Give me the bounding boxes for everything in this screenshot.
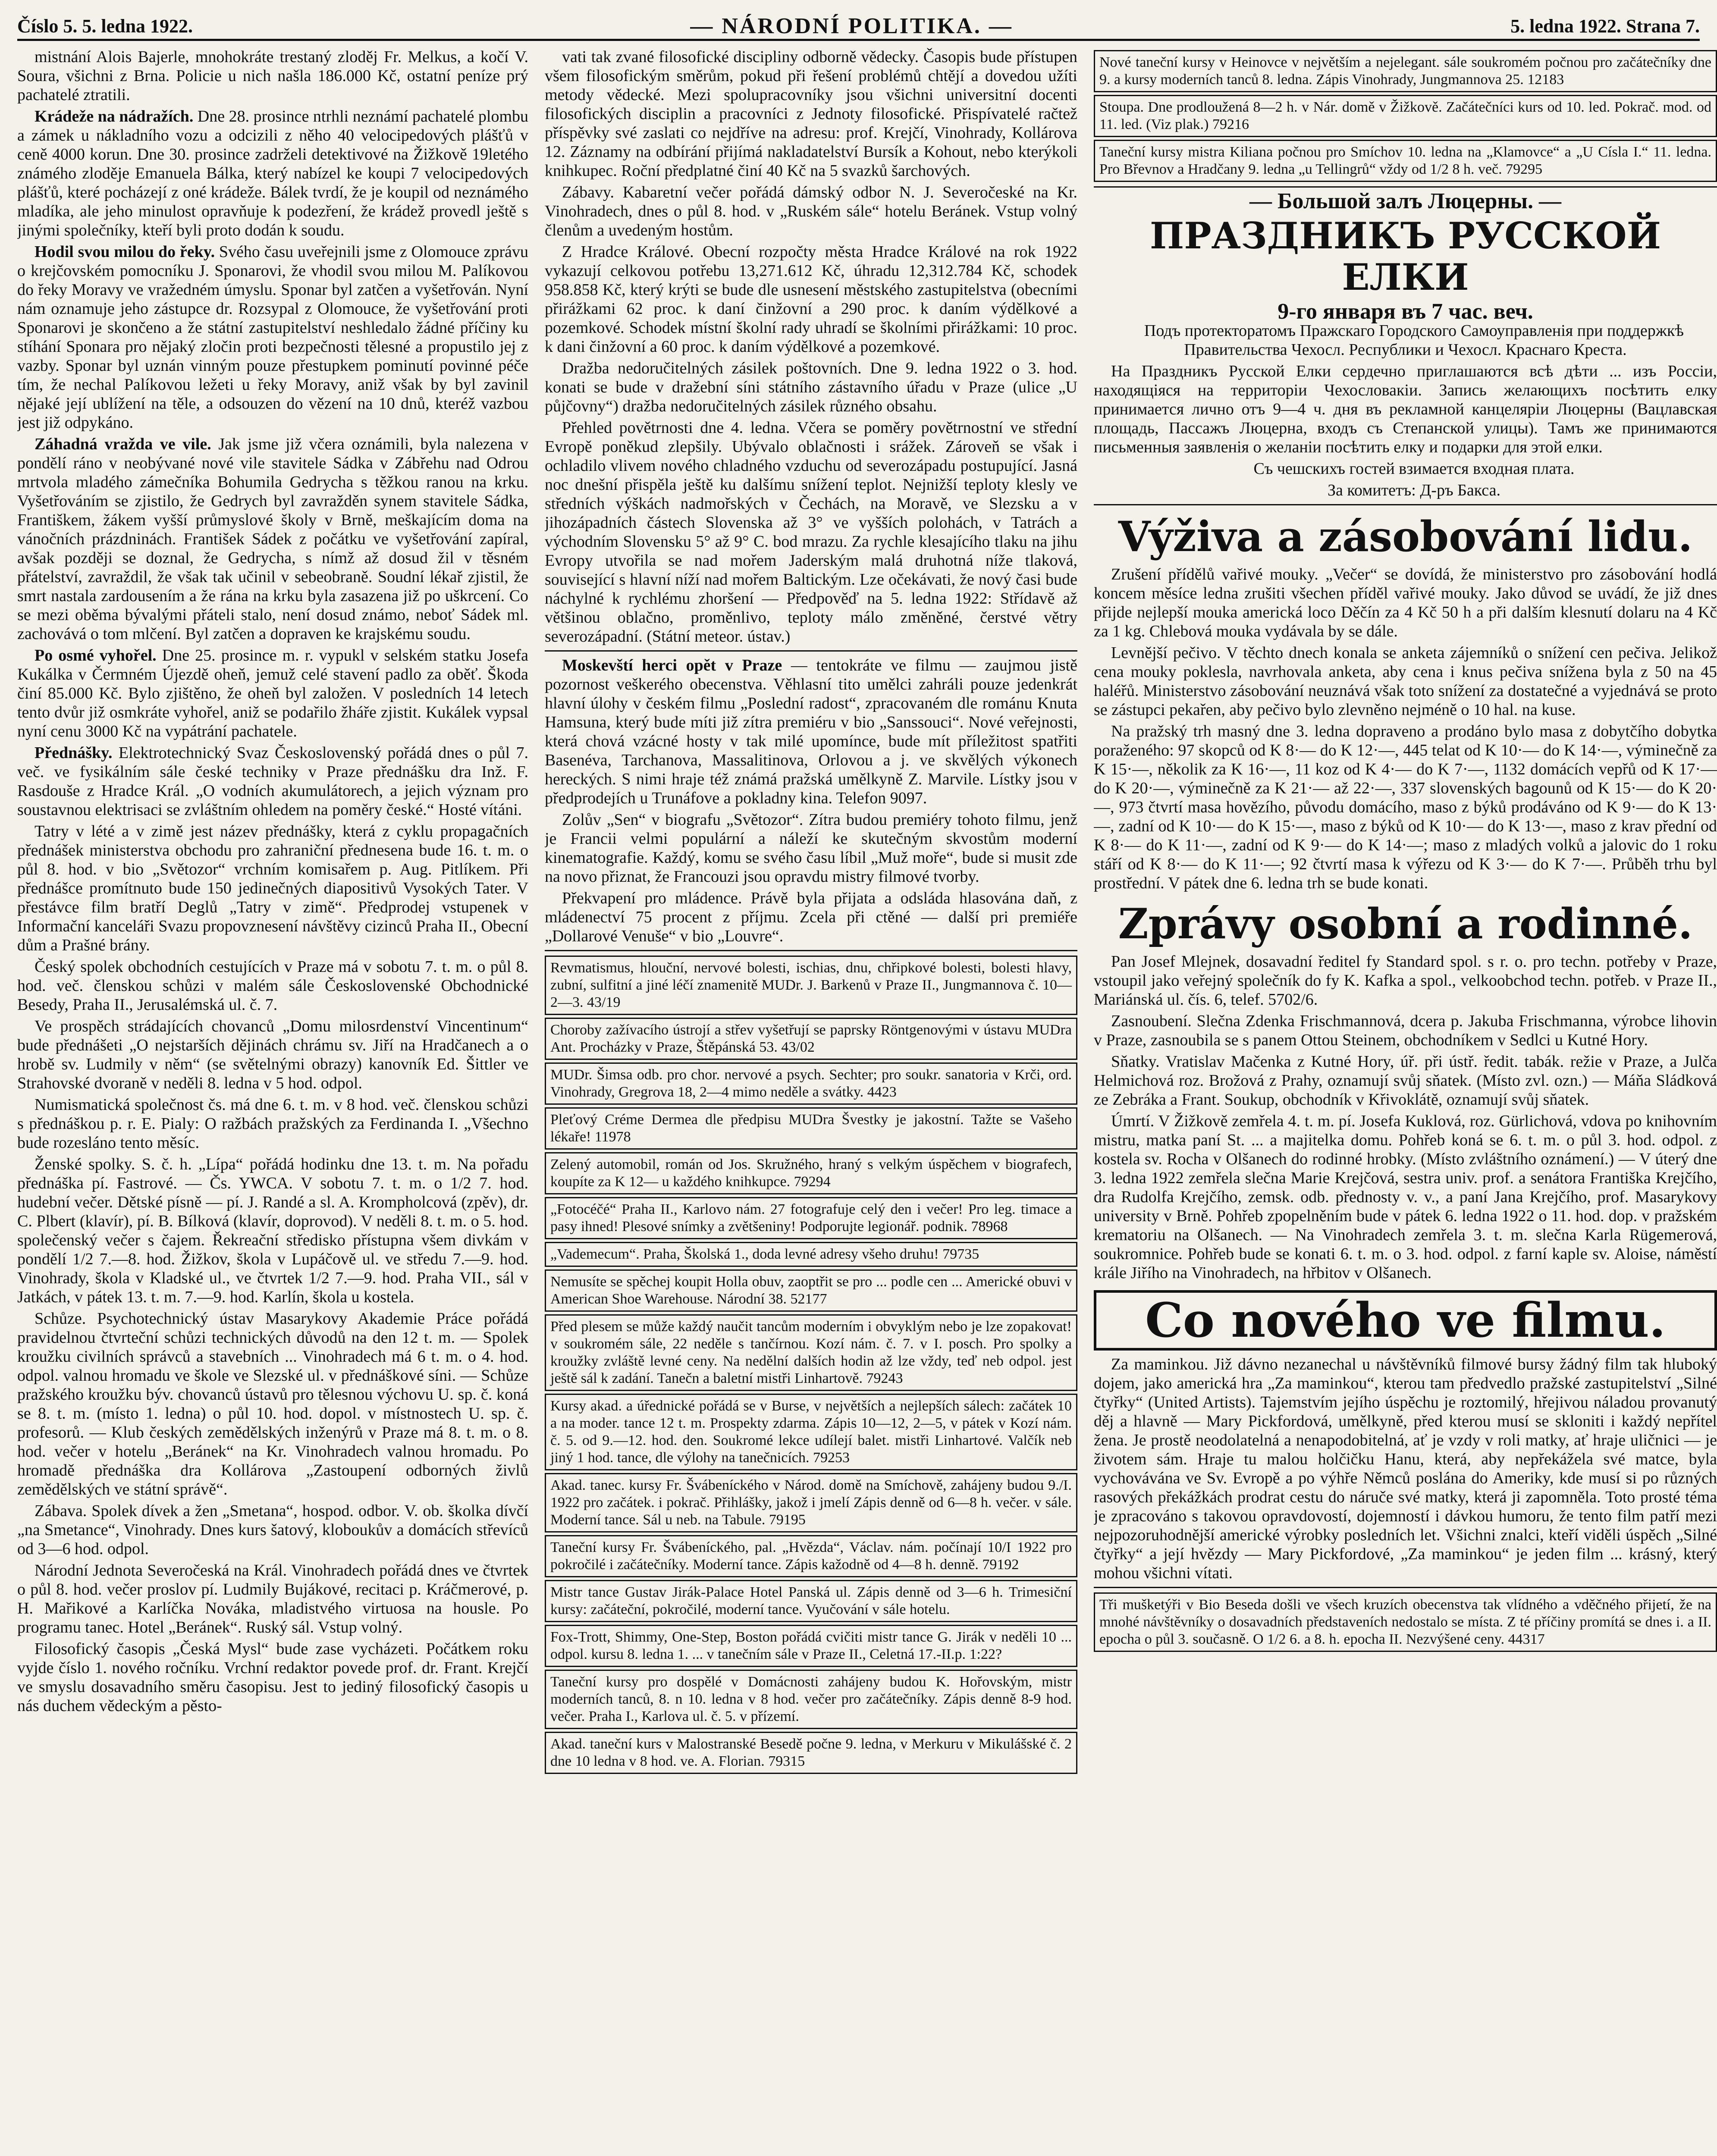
advertisement: Pleťový Créme Dermea dle předpisu MUDra Švestky je jakostní. Tažte se Vašeho lékaře! 11978: [545, 1107, 1077, 1150]
article-text: Přehled povětrnosti dne 4. ledna. Včera se poměry povětrnostní ve střední Evropě poněkud zlepšily. Ubývalo oblačnosti i srážek. Zároveň se však i ochladilo vlivem nového chladného vzduchu od severozápadu postupující. Jasná noc dnešní přispěla ještě ku dalšímu snížení teplot. Nejnižší teploty klesly ve středních výškách nadmořských v Čechách, na Moravě, ve Slezsku a v jihozápadních částech Slovenska až 3° ve vyšších polohách, v Tatrách a východním Slovensku 5° až 9° C. bod mrazu. Za rychle klesajícího tlaku na jihu Evropy utvořila se nad mořem Jaderským malá druhotná níže tlaková, související s hlavní níží nad mořem Baltickým. Lze očekávati, že nový časi bude náchylné k rychlému zhoršení — Předpověď na 5. ledna 1922: Střídavě až většinou oblačno, proměnlivo, teploty málo změněné, čerstvé větry severozápadní. (Státní meteor. ústav.): [545, 419, 1077, 646]
column-3: [1094, 47, 1717, 2156]
article: [17, 242, 528, 432]
article-text: Z Hradce Králové. Obecní rozpočty města Hradce Králové na rok 1922 vykazují celkovou potřebu 13,271.612 Kč, úhradu 12,312.784 Kč, schodek 958.858 Kč, který krýti se bude dle usnesení městského zastupitelstva (obecními přirážkami 62 proc. k daní činžovní a 290 proc. k daním výdělkové a pozemkové. Schodek místní školní rady uhradí se školními přirážkami: 10 proc. k dani činžovní a 60 proc. k daním výdělkové a pozemkové.: [545, 243, 1077, 356]
article-heading: Přednášky.: [35, 744, 113, 762]
article: [17, 743, 528, 819]
article: [545, 656, 1077, 808]
russian-ad-note: На Праздникъ Русской Елки сердечно приглашаются всѣ дѣти ... изъ Россіи, находящіяся на территоріи Чехословакіи. Запись желающихъ посѣтить елку принимается лично отъ 9—4 ч. дня въ рекламной канцеляріи Люцерны (Вацлавская площадь, Пассажъ Люцерна, входъ съ Степанской улицы). Тамъ же принимаются письменныя заявленія о желаніи посѣтить елку и подарки для этой елки.: [1094, 362, 1717, 456]
divider: [1094, 504, 1717, 505]
divider: [1094, 186, 1717, 188]
column-2: [545, 47, 1077, 2156]
article-text: vati tak zvané filosofické discipliny odborně vědecky. Časopis bude přístupen všem filosofickým směrům, pokud při řešení problémů chtějí a dovedou užíti metody vědecké. Mezi spolupracovníky jsou všichni universitní docenti filosofických disciplin a pracovníci z Jednoty filosofické. Přispívatelé račtež příspěvky své zaslati co nejdříve na adresu: prof. Krejčí, Vinohrady, Kollárova 12. Záznamy na odbírání přijímá nakladatelství Bursík a Kohout, nebo kterýkoli knihkupec. Roční předplatné činí 40 Kč na 5 svazků šarchových.: [545, 48, 1077, 180]
article: [17, 646, 528, 741]
article-text: mistnání Alois Bajerle, mnohokráte trestaný zloděj Fr. Melkus, a kočí V. Soura, všichni z Brna. Policie u nich našla 186.000 Kč, ostatní peníze prý pachatelé ztratili.: [17, 48, 528, 104]
article-text: Ženské spolky. S. č. h. „Lípa“ pořádá hodinku dne 13. t. m. Na pořadu přednáška pí. Fastrové. — Čs. YWCA. V sobotu 7. t. m. o 1/2 7. hod. hudební večer. Dětské písně — pí. J. Randé a sl. A. Krompholcová (zpěv), dr. C. Plbert (klavír), pí. B. Bílková (klavír, doprovod). V neděli 8. t. m. o 5. hod. společenský večer s čajem. Řekreační středisko přístupna všem divkám v pondělí 1/2 7.—8. hod. Žižkov, škola v Lupáčově ul. ve středu 7.—9. hod. Vinohrady, škola v Kladské ul., ve čtvrtek 1/2 7.—9. hod. Praha VII., sál v Jatkách, v pátek 13. t. m. 7.—9. hod. Karlín, škola u kostela.: [17, 1155, 528, 1306]
article-text: Dne 28. prosince ntrhli neznámí pachatelé plombu a zámek u nákladního vozu a odcizili z něho 40 velocipedových plášťů v ceně 4000 korun. Dne 30. prosince zadrželi detektivové na Žižkově 19letého známého zloděje Emanuela Bálka, který nabízel ke koupi 7 velocipedových plášťů, které pocházejí z oné krádeže. Bálek tvrdí, že je koupil od neznámého mladíka, ale jeho minulost opravňuje k podezření, že krádež provedl ještě s jinými společníky, kteří byli proto dodán k soudu.: [17, 107, 528, 239]
advertisement: „Fotocéčé“ Praha II., Karlovo nám. 27 fotografuje celý den i večer! Pro leg. timace a pasy ihned! Plesové snímky a zvětšeniny! Podporujte legionář. podnik. 78968: [545, 1197, 1077, 1239]
article-text: Ve prospěch strádajících chovanců „Domu milosrdenství Vincentinum“ bude přednášeti „O nejstarších dějinách chrámu sv. Jiří na Hradčanech a o hrobě sv. Ludmily v něm“ (se světelnými obrazy) kanovník Ed. Šittler ve Strahovské dvoraně v neděli 8. ledna v 5 hod. odpol.: [17, 1017, 528, 1092]
page-number-date: 5. ledna 1922. Strana 7.: [1510, 15, 1700, 37]
article-heading: Hodil svou milou do řeky.: [35, 243, 215, 261]
russian-ad-time: 9-го января въ 7 час. веч.: [1278, 299, 1533, 324]
masthead: — NÁRODNÍ POLITIKA. —: [690, 13, 1013, 38]
page-header: [17, 13, 1700, 41]
advertisement: „Vademecum“. Praha, Školská 1., doda levné adresy všeho druhu! 79735: [545, 1242, 1077, 1267]
article-text: Dražba nedoručitelných zásilek poštovních. Dne 9. ledna 1922 o 3. hod. konati se bude v dražební síni státního zástavního úřadu v Praze (ulice „U půjčovny“) dražba nedoručitelných zásilek různého obsahu.: [545, 359, 1077, 415]
article-text: Tatry v lété a v zimě jest název přednášky, která z cyklu propagačních přednášek ministerstva obchodu pro zahraniční přednesena bude 16. t. m. o půl 8. hod. v bio „Světozor“ vrchním komisařem p. Aug. Pitlíkem. Při přednášce promítnuto bude 150 jedinečných diapositivů Vysokých Tater. V přestávce film bratří Deglů „Tatry v zimě“. Předprodej vstupenek v Informační kanceláři Svazu propovznesení návštěvy cizinců Praha II., Obecní dům a Prašné brány.: [17, 822, 528, 954]
divider: [1094, 1587, 1717, 1588]
article-text: Zasnoubení. Slečna Zdenka Frischmannová, dcera p. Jakuba Frischmanna, výrobce lihovin v Praze, zasnoubila se s panem Ottou Steinem, obchodníkem v Sedlci u Kutné Hory.: [1094, 1012, 1717, 1049]
russian-ad-hall: — Большой залъ Люцерны. —: [1249, 189, 1562, 213]
advertisement: Akad. taneční kurs v Malostranské Besedě počne 9. ledna, v Merkuru v Mikulášské č. 2 dne 10 ledna v 8 hod. ve. A. Florian. 79315: [545, 1732, 1077, 1774]
article-text: Zrušení přídělů vařivé mouky. „Večer“ se dovídá, že ministerstvo pro zásobování hodlá koncem měsíce ledna zrušiti všechen příděl vařivé mouky. Jako důvod se uvádí, že již dnes přijde nejlepší mouka americká loco Děčín za 4 Kč 50 h a při dalším klesnutí dolaru na 4 Kč za 1 kg. Chlebová mouka vydávala by se dále.: [1094, 565, 1717, 640]
article-text: Numismatická společnost čs. má dne 6. t. m. v 8 hod. več. členskou schůzi s přednáškou p. r. E. Pialy: O ražbách pražských za Ferdinanda I. „Všechno bude rozesláno tento měsíc.: [17, 1096, 528, 1152]
advertisement: Revmatismus, hlouční, nervové bolesti, ischias, dnu, chřipkové bolesti, bolesti hlavy, zubní, sulfitní a jiné léčí znamenitě MUDr. J. Barkenů v Praze II., Jungmannova č. 10—2—3. 43/19: [545, 956, 1077, 1015]
article-text: Zábavy. Kabaretní večer pořádá dámský odbor N. J. Severočeské na Kr. Vinohradech, dnes o půl 8. hod. v „Ruském sále“ hotelu Beránek. Vstup volný členům a uvedeným hostům.: [545, 183, 1077, 239]
column-1: [17, 47, 528, 2156]
russian-ad-title: ПРАЗДНИКЪ РУССКОЙ ЕЛКИ: [1150, 214, 1661, 298]
article-heading: Záhadná vražda ve vile.: [35, 435, 211, 453]
advertisement: Taneční kursy pro dospělé v Domácnosti zahájeny budou K. Hořovským, mistr moderních tanců, 8. n 10. ledna v 8 hod. večer pro začátečníky. Zápis denně 8-9 hod. večer. Praha I., Karlova ul. č. 5. v přízemí.: [545, 1670, 1077, 1729]
article-text: Dne 25. prosince m. r. vypukl v selském statku Josefa Kukálka v Čermném Újezdě oheň, jemuž celé stavení padlo za oběť. Škoda činí 85.000 Kč. Bylo zjištěno, že oheň byl založen. V posledních 14 letech tento dvůr již osmkráte vyhořel, aniž se podařilo žháře zjistit. Kukálek vypsal nyní cenu 3000 Kč na vypátrání pachatele.: [17, 646, 528, 740]
advertisement: Fox-Trott, Shimmy, One-Step, Boston pořádá cvičiti mistr tance G. Jirák v neděli 10 ... odpol. kursu 8. ledna 1. ... v tanečním sále v Praze II., Celetná 17.-II.p. 1:22?: [545, 1625, 1077, 1667]
advertisement: Zelený automobil, román od Jos. Skružného, hraný s velkým úspěchem v biografech, koupíte za K 12— u každého knihkupce. 79294: [545, 1152, 1077, 1194]
article-text: Na pražský trh masný dne 3. ledna dopraveno a prodáno bylo masa z dobytčího dobytka poraženého: 97 skopců od K 8·— do K 12·—, 445 telat od K 10·— do K 14·—, výminečně za K 15·—, několik za K 16·—, 11 koz od K 4·— do K 7·—, 1132 domácích vepřů od K 17·— do K 20·—, výminečně za K 21·— až 22·—, 337 slovenských bagounů od K 15·— do K 20·—, 973 čtvrtí masa hovězího, původu domácího, maso z býků prodáváno od K 9·— do K 13·—, zadní od K 10·— do K 15·—, maso z býků od K 10·— do K 13·—, maso z krav přední od K 8·— do K 11·—, zadní od K 9·— do K 14·—; maso z mladých volků a jalovic do 1 roku stáří od K 8·— do K 11·—; 92 čtvrtí masa k výřezu od K 3·— do K 7·—. Průběh trhu byl prostřední. V pátek dne 6. ledna trh se bude konati.: [1094, 722, 1717, 892]
article-text: Schůze. Psychotechnický ústav Masarykovy Akademie Práce pořádá pravidelnou čtvrteční schůzi technických důvodů na den 12 t. m. — Spolek kroužku civilních správců a stavebních ... Vinohradech má 6 t. m. o 4. hod. odpol. valnou hromadu ve škole ve Slezské ul. v přednáškové síni. — Schůze pražského kroužku býv. chovanců ústavů pro tělesnou výchovu U. sp. č. koná se 8. t. m. (místo 1. ledna) o půl 10. hod. dopol. v místnostech U. sp. č. profesorů. — Klub českých zemědělských inženýrů v Praze má 8. t. m. o 8. hod. večer v hotelu „Beránek“ na Kr. Vinohradech valnou hromadu. Po hromadě přednáška dra Kollárova „Zastoupení odborných živlů zemědělských ve státní správě“.: [17, 1310, 528, 1498]
article-heading: Krádeže na nádražích.: [35, 107, 194, 125]
divider: [545, 650, 1077, 652]
article-text: Levnější pečivo. V těchto dnech konala se anketa zájemníků o snížení cen pečiva. Jelikož cena mouky poklesla, navrhovala anketa, aby cena i knus pečiva snížena byla z 50 na 45 haléřů. Ministerstvo zásobování neuznává však toto snížení za dostatečné a vyjednává se proto se zástupci pekařen, aby pečivo bylo zlevněno nejméně o 10 hal. na kuse.: [1094, 644, 1717, 719]
advertisement: Mistr tance Gustav Jirák-Palace Hotel Panská ul. Zápis denně od 3—6 h. Trimesiční kursy: začáteční, pokročilé, moderní tance. Vyučování v sále hotelu.: [545, 1580, 1077, 1622]
article-text: Úmrtí. V Žižkově zemřela 4. t. m. pí. Josefa Kuklová, roz. Gürlichová, vdova po knihovním mistru, matka paní St. ... a majitelka domu. Pohřeb koná se 6. t. m. o půl 3. hod. odpol. z kostela sv. Rocha v Olšanech do rodinné hrobky. (Místo zvláštního oznámení.) — V úterý dne 3. ledna 1922 zemřela slečna Marie Krejčová, sestra univ. prof. a senátora Františka Krejčího, dra Rudolfa Krejčího, zemsk. odb. přednosty v. v., a paní Jana Krejčího, prof. Masarykovy university v Brně. Pohřeb zpopelněním bude v pátek 6. ledna 1922 o 11. hod. dop. v pražském krematoriu na Olšanech. — Na Vinohradech zemřela 3. t. m. slečna Karla Rügemerová, soukromnice. Pohřeb bude se konati 6. t. m. o 3. hod. odpol. z farní kaple sv. Aloise, náměstí krále Jiřího na Vinohradech, na hřbitov v Olšanech.: [1094, 1112, 1717, 1282]
columns: [17, 47, 1717, 2156]
article-text: Pan Josef Mlejnek, dosavadní ředitel fy Standard spol. s r. o. pro techn. potřeby v Praze, vstoupil jako veřejný společník do fy K. Kafka a spol., velkoobchod techn. potřeb. v Praze II., Mariánská ul. čís. 6, telef. 5702/6.: [1094, 953, 1717, 1009]
article-text: Za maminkou. Již dávno nezanechal u návštěvníků filmové bursy žádný film tak hluboký dojem, jako americká hra „Za maminkou“, kterou tam předvedlo pražské zastupitelství „Silné čtyřky“ (United Artists). Tajemstvím jejího úspěchu je roztomilý, hřejivou náladou provanutý děj a hlavně — Mary Pickfordová, umělkyně, před kterou musí se skloniti i každý nepřítel žena. Je prostě neodolatelná a nenapodobitelná, ať je vzdy v roli matky, ať hraje uličnici — je životem sám. Hraje tu malou holčičku Hanu, která, aby nepřekážela své matce, byla vychovávána ve Sv. Evropě a po výhře Němců poslána do Ameriky, kde musí si po různých rasových překážkách prodrat cestu do náruče své matky, která ji zapomněla. Toto prosté téma je zpracováno s takovou opravdovostí, dojemností i dávkou humoru, že tento film patří mezi nejpozoruhodnější americké výrobky posledních let. Všichni znalci, kteří viděli úspěch „Silné čtyřky“ a její hvězdy — Mary Pickfordové, „Za maminkou“ je jeden film ... krásný, který mohou všichni vítati.: [1094, 1355, 1717, 1582]
russian-ad-committee: За комитетъ: Д-ръ Бакса.: [1327, 481, 1500, 499]
advertisement: Nemusíte se spěchej koupit Holla obuv, zaoptřit se pro ... podle cen ... Americké obuvi v American Shoe Warehouse. Národní 38. 52177: [545, 1269, 1077, 1312]
advertisement: Akad. tanec. kursy Fr. Švábeníckého v Národ. domě na Smíchově, zahájeny budou 9./I. 1922 pro začátek. i pokrač. Přihlášky, jakož i jmelí Zápis denně od 6—8 h. večer. v sále. Moderní tance. Sál u neb. na Tabule. 79195: [545, 1473, 1077, 1532]
russian-ad-guests: Съ чешскихъ гостей взимается входная плата.: [1253, 460, 1575, 478]
advertisement: Taneční kursy mistra Kiliana počnou pro Smíchov 10. ledna na „Klamovce“ a „U Císla I.“ 11. ledna. Pro Břevnov a Hradčany 9. ledna „u Tellingrů“ vždy od 1/2 8 h. več. 79295: [1094, 140, 1717, 182]
advertisement: Choroby zažívacího ústrojí a střev vyšetřují se paprsky Röntgenovými v ústavu MUDra Ant. Procházky v Praze, Štěpánská 53. 43/02: [545, 1018, 1077, 1060]
article-heading: Moskevští herci opět v Praze: [562, 656, 782, 674]
article-text: Sňatky. Vratislav Mačenka z Kutné Hory, úř. při ústř. ředit. tabák. režie v Praze, a Julča Helmichová roz. Brožová z Prahy, oznamují svůj sňatek. (Místo zvl. ozn.) — Máňa Sládková ze Zebráka a Frant. Soukup, obchodník v Křivoklátě, oznamují svůj sňatek.: [1094, 1053, 1717, 1109]
advertisement: Tři mušketýři v Bio Beseda došli ve všech kruzích obecenstva tak vlídného a vděčného přijetí, že na mnohé návštěvníky o dosavadních představeních nedostalo se místa. Z té příčiny promítá se dnes i. a II. epocha o půl 3. současně. O 1/2 6. a 8. h. epocha II. Nezvýšené ceny. 44317: [1094, 1592, 1717, 1652]
article-text: Český spolek obchodních cestujících v Praze má v sobotu 7. t. m. o půl 8. hod. več. členskou schůzi v malém sále Československé Obchodnické Besedy, Praha II., Jerusalémská ul. č. 7.: [17, 958, 528, 1014]
article-text: Jak jsme již včera oznámili, byla nalezena v pondělí ráno v neobývané nové vile stavitele Sádka v Zábřehu nad Odrou mrtvola mladého zámečníka Bohumila Gedrycha s těžkou ranou na krku. Vyšetřováním se zjistilo, že Gedrych byl zavražděn synem stavitele Sádka, Františkem, žákem vyšší průmyslové školy v Brně, meškajícím doma na vánočních prázdninách. František Sádek z počátku ve vyšetřování zapíral, avšak později se doznal, že Gedrycha, s nímž až dosud žil v těsném přátelství, zavraždil, že však tak učinil v sebeobraně. Soudní lékař zjistil, že smrt nastala zardousením a že rána na krku byla zasazena již po uškrcení. Co se mezi oběma bývalými přáteli stalo, není dosud známo, neboť Sádek ml. zachovává o tom mlčení. Byl zatčen a dopraven ke krajskému soudu.: [17, 435, 528, 643]
advertisement: Stoupa. Dne prodloužená 8—2 h. v Nár. domě v Žižkově. Začátečníci kurs od 10. led. Pokrač. mod. od 11. led. (Viz plak.) 79216: [1094, 95, 1717, 137]
article-text: Zábava. Spolek dívek a žen „Smetana“, hospod. odbor. V. ob. školka dívčí „na Smetance“, Vinohrady. Dnes kurs šatový, kloboukův a domácích střevíců od 3—6 hod. odpol.: [17, 1502, 528, 1558]
section-heading-film: Co nového ve filmu.: [1094, 1290, 1717, 1351]
article: [17, 107, 528, 240]
advertisement: Před plesem se může každý naučit tancům moderním i obvyklým nebo je lze zopakovat! v soukromém sále, 22 neděle s tančírnou. Kozí nám. č. 7. v I. posch. Pro spolky a kroužky zvláště levné ceny. Na nedělní dalších hodin až lze vždy, teď neb odpol. jest ještě sál k zadání. Tanečn a baletní mistři Linhartově. 79243: [545, 1314, 1077, 1391]
advertisement: Kursy akad. a úřednické pořádá se v Burse, v největších a nejlepších sálech: začátek 10 a na moder. tance 12 t. m. Prospekty zdarma. Zápis 10—12, 2—5, v pátek v Kozí nám. č. 5. od 9.—12. hod. den. Soukromé lekce udílejí balet. mistři Linhartové. Valčík neb jiný 1 hod. tance, dle výlohy na tanečnicích. 79253: [545, 1394, 1077, 1470]
advertisement: Taneční kursy Fr. Švábeníckého, pal. „Hvězda“, Václav. nám. počínají 10/I 1922 pro pokročilé i začátečníky. Moderní tance. Zápis kažodně od 4—8 h. denně. 79192: [545, 1535, 1077, 1577]
section-heading-food: Výživa a zásobování lidu.: [1118, 512, 1693, 561]
issue-number-date: Číslo 5. 5. ledna 1922.: [17, 15, 193, 37]
article: [17, 435, 528, 643]
advertisement: MUDr. Šimsa odb. pro chor. nervové a psych. Sechter; pro soukr. sanatoria v Krči, ord. Vinohrady, Gregrova 18, 2—4 mimo neděle a svátky. 4423: [545, 1062, 1077, 1105]
section-heading-personal: Zprávy osobní a rodinné.: [1118, 899, 1693, 948]
article-text: Svého času uveřejnili jsme z Olomouce zprávu o krejčovském pomocníku J. Sponarovi, že vhodil svou milou M. Palíkovou do řeky Moravy ve vražedném úmyslu. Sponar byl zatčen a vyšetřován. Nyní nám oznamuje jeho zástupce dr. Rozsypal z Olomouce, že vyšetřování proti Sponarovi je skončeno a že státní zastupitelství neshledalo žádné příčiny ku stíhání Sponara pro nějaký zločin proti bezpečnosti tělesné a propustilo jej z vazby. Sponar byl uznán vinným pouze přestupkem pominutí povinné péče tím, že nechal Palíkovou ležeti u řeky Moravy, aniž však by byl zavinil nějaké její ublížení na těle, a odsouzen do vězení na 10 dnů, kteréž vazbou jest již odpykáno.: [17, 243, 528, 432]
russian-ad-body: Подъ протекторатомъ Пражскаго Городского Самоуправленія при поддержкѣ Правительства Чехосл. Республики и Чехосл. Краснаго Креста.: [1144, 322, 1684, 359]
article-text: Překvapení pro mládence. Právě byla přijata a odsláda hlasována daň, z mládenectví 75 procent z příjmu. Zcela při ctěné — další pri premiéře „Dollarové Venuše“ v bio „Louvre“.: [545, 889, 1077, 945]
article-text: Filosofický časopis „Česká Mysl“ bude zase vycházeti. Počátkem roku vyjde číslo 1. nového ročníku. Vrchní redaktor povede prof. dr. Frant. Krejčí ve smyslu dosavadního směru časopisu. Jest to jediný filosofický časopis u nás duchem vědeckým a pěsto-: [17, 1640, 528, 1715]
article-text: Národní Jednota Severočeská na Král. Vinohradech pořádá dnes ve čtvrtek o půl 8. hod. večer proslov pí. Ludmily Bujákové, recitaci p. Kráčmerové, p. H. Mařikové a Karlíčka Nováka, mladistvého virtuosa na housle. Po programu tanec. Hotel „Beránek“. Ruský sál. Vstup volný.: [17, 1561, 528, 1636]
divider: [545, 950, 1077, 951]
article-text: Zolův „Sen“ v biografu „Světozor“. Zítra budou premiéry tohoto filmu, jenž je Francii velmi populární a náleží ke skutečným skvostům moderní kinematografie. Každý, komu se svého času líbil „Muž moře“, bude si musit zde na novo přiznat, že Francouzi jsou opravdu mistry filmové tvorby.: [545, 811, 1077, 886]
article-heading: Po osmé vyhořel.: [35, 646, 157, 664]
article-text: — tentokráte ve filmu — zaujmou jistě pozornost veškerého obecenstva. Věhlasní tito umělci zahráli pouze jedenkrát hlavní úlohy v českém filmu „Poslední radost“, zpracovaném dle románu Knuta Hamsuna, který bude míti již zítra premiéru v bio „Sanssouci“. Nové veřejnosti, která chová vzácné hosty v tak milé upomínce, bude mít příležitost spatřiti Basenéva, Tarchanova, Massalitinova, Orlovou a j. ve skvělých výkonech hereckých. S nimi hraje též známá pražská umělkyně Z. Marvile. Lístky jsou v předprodejích u Trunáfove a pokladny kina. Telefon 9097.: [545, 656, 1077, 807]
article-text: Elektrotechnický Svaz Československý pořádá dnes o půl 7. več. ve fysikálním sále české techniky v Praze přednášku dra Inž. F. Rasdouše z Hradce Král. „O vodních akumulátorech, a jejich význam pro soustavnou elektrisaci se zvláštním ohledem na poměry české.“ Hosté vítáni.: [17, 744, 528, 819]
advertisement: Nové taneční kursy v Heinovce v největším a nejelegant. sále soukromém počnou pro začátečníky dne 9. a kursy moderních tanců 8. ledna. Zápis Vinohrady, Jungmannova 25. 12183: [1094, 50, 1717, 92]
